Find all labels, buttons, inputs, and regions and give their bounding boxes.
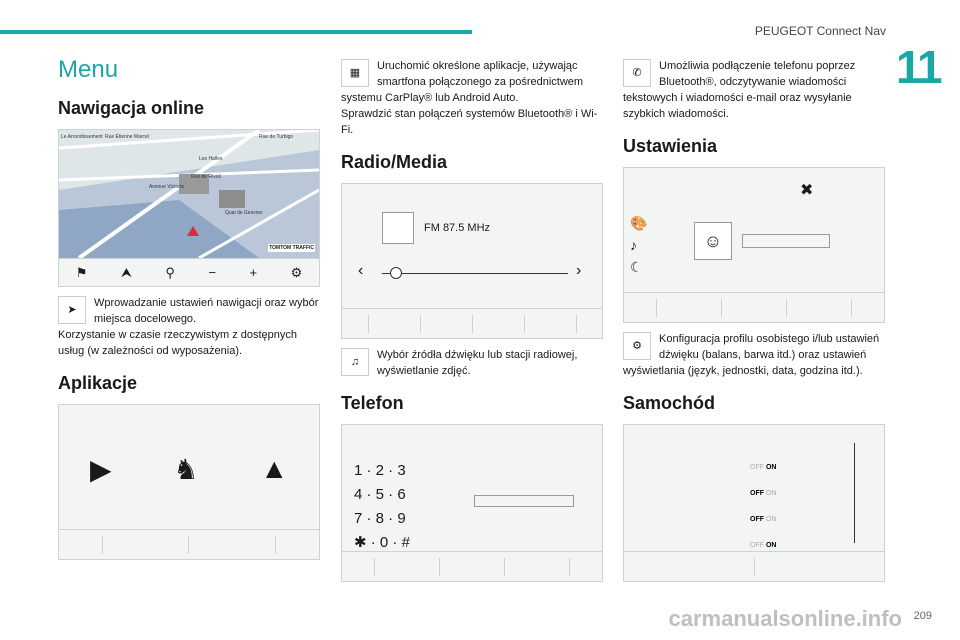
settings-toolbar <box>624 292 884 322</box>
settings-screen <box>623 167 885 323</box>
search-icon[interactable]: ⚲ <box>165 264 175 280</box>
android-auto-icon[interactable]: ▲ <box>260 453 289 484</box>
car-title: Samochód <box>623 393 716 413</box>
on-off-toggle[interactable]: OFF ON <box>750 516 777 523</box>
page-number: 209 <box>913 610 932 622</box>
map-label: Le Arrondissement <box>61 134 103 140</box>
gear-icon: ⚙ <box>623 332 651 360</box>
column-1 <box>58 56 320 560</box>
on-off-toggle[interactable]: OFF ON <box>750 464 777 471</box>
apps-desc-text: Uruchomić określone aplikacje, używając smartfona połączonego za pośrednictwem systemu CarPlay® lub Android Auto. Sprawdzić stan połączeń systemów Bluetooth® i Wi-Fi. <box>341 60 598 136</box>
slider-knob[interactable] <box>390 267 402 279</box>
zoom-in-icon[interactable]: + <box>249 265 258 280</box>
moon-icon[interactable]: ☾ <box>630 259 643 275</box>
keypad <box>354 459 410 555</box>
nav-title: Nawigacja online <box>58 98 205 118</box>
station-logo <box>382 212 414 244</box>
radio-screen <box>341 183 603 339</box>
zoom-out-icon[interactable]: − <box>208 265 217 280</box>
apps-toolbar <box>59 529 319 559</box>
apps-grid-icon: ▦ <box>341 59 369 87</box>
phone-description <box>623 58 885 122</box>
map-label: Rue Étienne Marcel <box>105 134 149 140</box>
apps-title: Aplikacje <box>58 373 138 393</box>
phone-toolbar <box>342 551 602 581</box>
map-label: Les Halles <box>199 156 223 162</box>
watermark: carmanualsonline.info <box>668 606 902 631</box>
close-icon[interactable]: ✖ <box>800 182 814 199</box>
apps-screen <box>58 404 320 560</box>
nav-screen <box>58 129 320 287</box>
settings-description <box>623 331 885 379</box>
nav-desc-text: Wprowadzanie ustawień nawigacji oraz wybór miejsca docelowego. Korzystanie w czasie rzeczywistym z dostępnych usług (w zależności od wyposażenia). <box>58 297 319 357</box>
keypad-row[interactable]: ✱ · 0 · # <box>354 534 410 551</box>
chapter-number: 11 <box>896 41 941 93</box>
brand-label: PEUGEOT Connect Nav <box>754 24 886 38</box>
settings-side-icons <box>630 212 647 278</box>
keypad-row[interactable]: 7 · 8 · 9 <box>354 510 406 527</box>
nav-toolbar <box>59 258 319 286</box>
map-label: Rue de Rivoli <box>191 174 221 180</box>
car-screen <box>623 424 885 582</box>
keypad-row[interactable]: 1 · 2 · 3 <box>354 462 406 479</box>
apps-icons <box>59 453 319 486</box>
next-icon[interactable]: › <box>576 262 582 279</box>
radio-toolbar <box>342 308 602 338</box>
compass-icon[interactable]: ⮝ <box>120 264 132 280</box>
map-label: Quai de Gesvres <box>225 210 263 216</box>
prev-icon[interactable]: ‹ <box>358 262 364 279</box>
on-off-toggle[interactable]: OFF ON <box>750 490 777 497</box>
phone-title: Telefon <box>341 393 404 413</box>
number-field[interactable] <box>474 495 574 507</box>
navigation-icon: ➤ <box>58 296 86 324</box>
radio-description <box>341 347 603 379</box>
sound-settings-icon[interactable]: ♪ <box>630 237 637 253</box>
phone-desc-text: Umożliwia podłączenie telefonu poprzez Bluetooth®, odczytywanie wiadomości tekstowych i wiadomości e-mail oraz wysyłanie szybkich wiadomości. <box>623 60 856 120</box>
column-2 <box>341 56 603 582</box>
tuning-slider[interactable] <box>382 273 568 274</box>
phone-screen <box>341 424 603 582</box>
car-toolbar <box>624 551 884 581</box>
radio-title: Radio/Media <box>341 152 448 172</box>
settings-title: Ustawienia <box>623 136 718 156</box>
toggle-list <box>750 455 776 559</box>
profile-icon[interactable]: ☺ <box>694 222 732 260</box>
scrollbar[interactable] <box>854 443 855 543</box>
play-icon[interactable]: ▶ <box>89 454 112 485</box>
station-frequency: FM 87.5 MHz <box>424 222 491 234</box>
map-view[interactable] <box>59 130 319 258</box>
settings-icon[interactable]: ⚙ <box>290 264 303 280</box>
traffic-badge: TOMTOM TRAFFIC <box>269 245 314 251</box>
apps-description <box>341 58 603 138</box>
keypad-row[interactable]: 4 · 5 · 6 <box>354 486 406 503</box>
header-accent-bar <box>0 30 472 34</box>
menu-title: Menu <box>58 56 119 83</box>
profile-field[interactable] <box>742 234 830 248</box>
on-off-toggle[interactable]: OFF ON <box>750 542 777 549</box>
peugeot-lion-icon[interactable]: ♞ <box>173 454 199 485</box>
radio-desc-text: Wybór źródła dźwięku lub stacji radiowej, wyświetlanie zdjęć. <box>377 349 578 377</box>
phone-icon: ✆ <box>623 59 651 87</box>
nav-description <box>58 295 320 359</box>
map-label: Rue de Turbigo <box>259 134 294 140</box>
palette-icon[interactable]: 🎨 <box>630 215 648 231</box>
flag-icon[interactable]: ⚑ <box>75 264 88 280</box>
map-label: Avenue Victoria <box>149 184 184 190</box>
music-note-icon: ♫ <box>341 348 369 376</box>
settings-desc-text: Konfiguracja profilu osobistego i/lub ustawień dźwięku (balans, barwa itd.) oraz ustawień wyświetlania (język, jednostki, data, godzina itd.). <box>623 333 880 377</box>
column-3 <box>623 56 885 582</box>
